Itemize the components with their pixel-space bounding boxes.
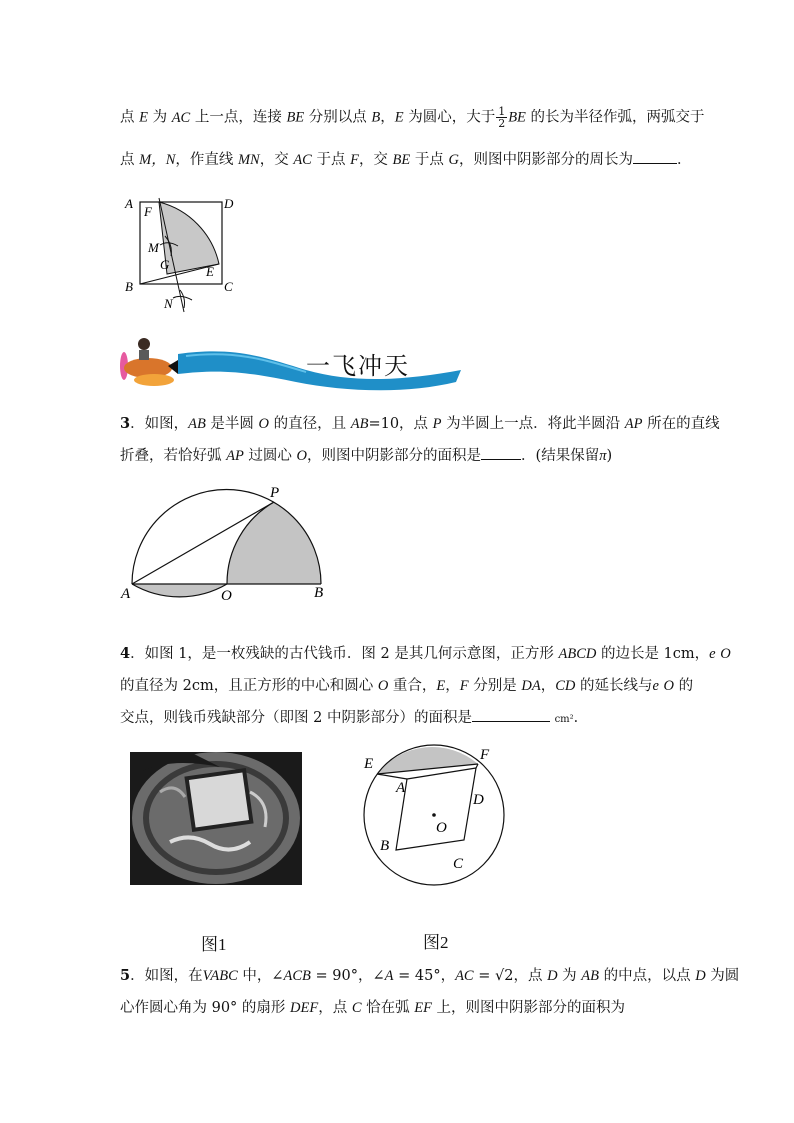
text: ，交: [358, 152, 393, 168]
text: ．(结果保留: [521, 448, 600, 464]
pi-symbol: π: [599, 448, 607, 464]
var: DEF: [290, 1000, 319, 1016]
text: 于点: [410, 152, 449, 168]
var: e: [652, 678, 659, 694]
text: ，点: [318, 1000, 352, 1016]
var: AC: [293, 152, 312, 168]
var: MN: [237, 152, 260, 168]
problem2-line2: [120, 150, 691, 170]
problem4-line3: [120, 708, 588, 730]
problem4-line1: [120, 644, 731, 664]
var: M，N: [139, 152, 176, 168]
problem4-line2: [120, 676, 693, 696]
var: AC: [171, 109, 191, 126]
var: F: [459, 678, 469, 694]
label-B: B: [125, 279, 133, 294]
shaded-region-right: [227, 502, 321, 584]
problem-number: 4: [120, 645, 131, 662]
square-hole: [187, 770, 252, 830]
var: E: [139, 109, 148, 126]
label-N: N: [164, 296, 173, 311]
var: e: [709, 646, 716, 662]
label-C: C: [224, 279, 233, 294]
text: ，: [540, 678, 556, 694]
text: 为圆心，大于: [403, 109, 496, 126]
text: 心作圆心角为 90° 的扇形: [120, 1000, 291, 1016]
var: BE: [392, 152, 411, 168]
text: ．如图，在: [130, 968, 203, 984]
text: 的长为半径作弧，两弧交于: [525, 109, 705, 126]
var: AB: [188, 416, 206, 432]
text: ，: [380, 109, 395, 126]
var: O: [296, 448, 308, 464]
var: D: [695, 968, 706, 984]
text: 于点: [311, 152, 351, 168]
text: 为半圆上一点．将此半圆沿: [441, 416, 625, 432]
plane-wing-icon: [134, 374, 174, 386]
text: 的延长线与: [575, 678, 653, 694]
answer-blank[interactable]: [633, 163, 677, 164]
text: ．: [573, 710, 589, 726]
problem3-line2: [120, 446, 612, 466]
var: D: [547, 968, 558, 984]
var: BE: [286, 109, 305, 126]
text: 的直径为 2cm，且正方形的中心和圆心: [120, 678, 378, 694]
text: = √2，点: [473, 968, 548, 984]
text: ): [606, 448, 613, 464]
label-F: F: [144, 204, 152, 219]
text: 为圆: [705, 968, 740, 984]
text: ，交: [259, 152, 294, 168]
problem5-line1: [120, 966, 739, 986]
label-A: A: [121, 586, 131, 602]
fraction-half: [496, 106, 507, 129]
text: ，: [445, 678, 460, 694]
text: 中，∠: [237, 968, 284, 984]
answer-blank[interactable]: [472, 721, 550, 722]
text: ．如图，: [130, 416, 189, 432]
problem-number: 5: [120, 967, 131, 984]
text: ，则图中阴影部分的面积是: [307, 448, 482, 464]
text: 的: [674, 678, 694, 694]
var: O: [377, 678, 389, 694]
var: O: [258, 416, 270, 432]
var: A: [384, 968, 394, 984]
label-B: B: [380, 838, 390, 854]
label-F: F: [480, 747, 490, 763]
var: AB: [350, 416, 369, 432]
var: BE: [508, 109, 526, 126]
var: EF: [414, 1000, 432, 1016]
var: VABC: [202, 968, 238, 984]
var: F: [350, 152, 359, 168]
text: 点: [120, 152, 140, 168]
text: 过圆心: [243, 448, 297, 464]
label-C: C: [453, 856, 464, 872]
label-E: E: [206, 264, 214, 279]
arc-AC: [172, 110, 191, 126]
text: 上，则图中阴影部分的面积为: [431, 1000, 626, 1016]
problem5-line2: [120, 998, 625, 1018]
text: 的中点，以点: [598, 968, 696, 984]
text: ，则图中阴影部分的周长为: [458, 152, 633, 168]
square-ABCD: [396, 768, 476, 850]
label-A: A: [125, 196, 133, 211]
label-D: D: [473, 792, 484, 808]
var: AB: [581, 968, 599, 984]
var: O: [720, 646, 731, 662]
text: 为: [557, 968, 582, 984]
problem2-line1: [120, 106, 705, 129]
var: E: [394, 109, 404, 126]
text: ，作直线: [175, 152, 238, 168]
pilot-head-icon: [138, 338, 150, 350]
coin-photo: [130, 752, 302, 885]
problem3-line1: [120, 414, 720, 434]
answer-blank[interactable]: [481, 459, 521, 460]
label-B: B: [314, 585, 324, 601]
var: ACB: [283, 968, 311, 984]
problem4-figure2: [360, 742, 520, 892]
banner: [116, 330, 466, 398]
unit: cm²: [554, 714, 574, 725]
var: ABCD: [558, 646, 597, 662]
text: ．: [676, 152, 692, 168]
fig2-caption: 图2: [423, 933, 449, 952]
label-P: P: [270, 485, 280, 501]
text: 为: [147, 109, 172, 126]
var: B: [371, 109, 381, 126]
text: =10，点: [368, 416, 433, 432]
pilot-body: [139, 350, 149, 360]
text: 恰在弧: [361, 1000, 415, 1016]
var: O: [663, 678, 674, 694]
label-G: G: [160, 257, 170, 272]
text: 上一点，连接: [190, 109, 287, 126]
text: = 45°，: [393, 968, 456, 984]
text: ．如图 1，是一枚残缺的古代钱币．图 2 是其几何示意图，正方形: [130, 646, 559, 662]
fraction-denominator: 2: [498, 117, 506, 130]
problem2-figure: [118, 190, 238, 315]
text: 分别是: [468, 678, 522, 694]
var: CD: [555, 678, 576, 694]
fig1-caption: 图1: [201, 935, 227, 954]
text: 的边长是 1cm，: [596, 646, 710, 662]
label-M: M: [148, 240, 159, 255]
text: 交点，则钱币残缺部分（即图 2 中阴影部分）的面积是: [120, 710, 472, 726]
problem-number: 3: [120, 415, 131, 432]
text: 折叠，若恰好弧: [120, 448, 227, 464]
label-E: E: [364, 756, 374, 772]
text: = 90°，∠: [310, 968, 385, 984]
var: G: [448, 152, 459, 168]
var: AP: [624, 416, 643, 432]
var: AC: [455, 968, 474, 984]
var: E: [436, 678, 446, 694]
extension-DA: [377, 774, 407, 779]
label-O: O: [221, 588, 232, 604]
arc-mark-N1: [173, 296, 192, 300]
var: AP: [226, 448, 244, 464]
center-dot: [432, 813, 436, 817]
text: 的直径，且: [269, 416, 351, 432]
var: DA: [521, 678, 541, 694]
text: 所在的直线: [642, 416, 720, 432]
text: 分别以点: [304, 109, 372, 126]
text: 重合，: [388, 678, 437, 694]
label-A: A: [396, 780, 406, 796]
problem3-figure: [115, 480, 335, 605]
text: 点: [120, 109, 140, 126]
var: P: [432, 416, 442, 432]
banner-title: 一飞冲天: [306, 352, 410, 380]
text: 是半圆: [205, 416, 259, 432]
fraction-numerator: 1: [498, 105, 506, 118]
label-D: D: [224, 196, 234, 211]
var: C: [351, 1000, 362, 1016]
label-O: O: [436, 820, 447, 836]
